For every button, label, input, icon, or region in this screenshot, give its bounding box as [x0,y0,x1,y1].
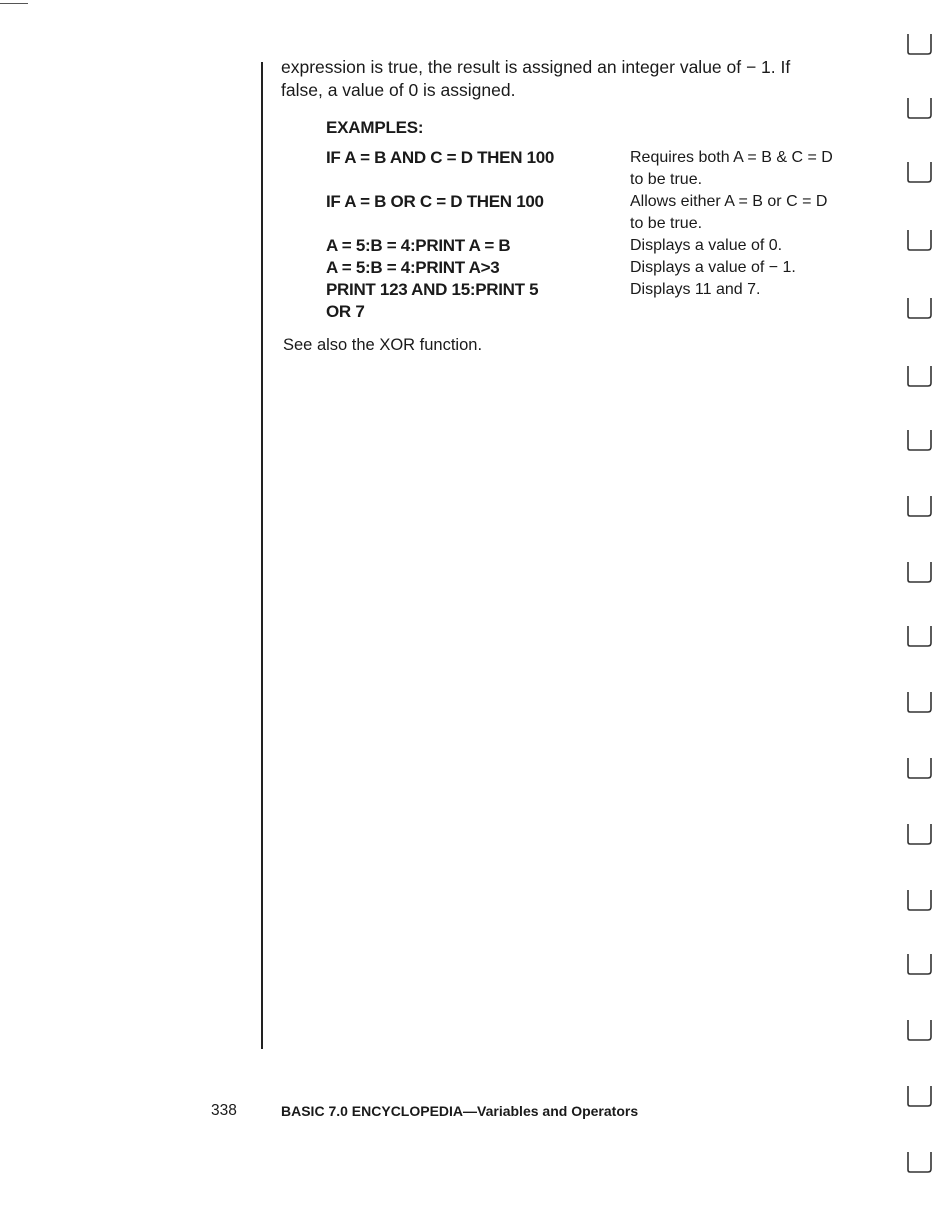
corner-crop-mark [0,3,28,4]
page-number: 338 [211,1102,237,1119]
examples-heading: EXAMPLES: [326,118,424,137]
example-description-line: Displays a value of 0. [630,237,783,254]
binder-ring-icon [904,364,934,388]
binder-ring-icon [904,822,934,846]
example-description-line: to be true. [630,171,703,188]
binder-ring-icon [904,32,934,56]
example-description [630,257,796,279]
example-code-line: IF A = B OR C = D THEN 100 [326,192,544,211]
example-code [326,279,538,323]
example-code [326,191,544,213]
binder-ring-icon [904,560,934,584]
example-description-line: to be true. [630,215,703,232]
binder-ring-icon [904,228,934,252]
example-description-line: Displays a value of − 1. [630,259,796,276]
example-code-line: A = 5:B = 4:PRINT A>3 [326,258,500,277]
example-code-line: PRINT 123 AND 15:PRINT 5 [326,280,539,299]
binder-ring-icon [904,952,934,976]
running-footer-title: BASIC 7.0 ENCYCLOPEDIA—Variables and Operators [281,1103,639,1119]
example-description [630,147,833,191]
example-code-line: A = 5:B = 4:PRINT A = B [326,236,511,255]
example-code-line: OR 7 [326,302,365,321]
example-code-line: IF A = B AND C = D THEN 100 [326,148,555,167]
binder-ring-icon [904,690,934,714]
binder-ring-icon [904,296,934,320]
binder-ring-icon [904,160,934,184]
binder-ring-icon [904,624,934,648]
intro-line-1: expression is true, the result is assigned an integer value of − 1. If [281,57,791,77]
binder-ring-icon [904,1150,934,1174]
example-description [630,235,782,257]
binder-ring-icon [904,96,934,120]
binder-ring-icon [904,1018,934,1042]
example-description-line: Displays 11 and 7. [630,281,761,298]
example-description [630,279,760,301]
intro-paragraph [281,56,861,102]
intro-line-2: false, a value of 0 is assigned. [281,80,516,100]
binder-ring-icon [904,888,934,912]
example-code [326,147,554,169]
example-description-line: Allows either A = B or C = D [630,193,828,210]
example-description-line: Requires both A = B & C = D [630,149,833,166]
example-description [630,191,827,235]
binder-ring-icon [904,1084,934,1108]
see-also-note: See also the XOR function. [283,336,483,354]
margin-rule [261,62,263,1049]
binder-ring-icon [904,756,934,780]
binder-ring-icon [904,494,934,518]
example-code [326,235,510,257]
example-code [326,257,499,279]
binder-ring-icon [904,428,934,452]
